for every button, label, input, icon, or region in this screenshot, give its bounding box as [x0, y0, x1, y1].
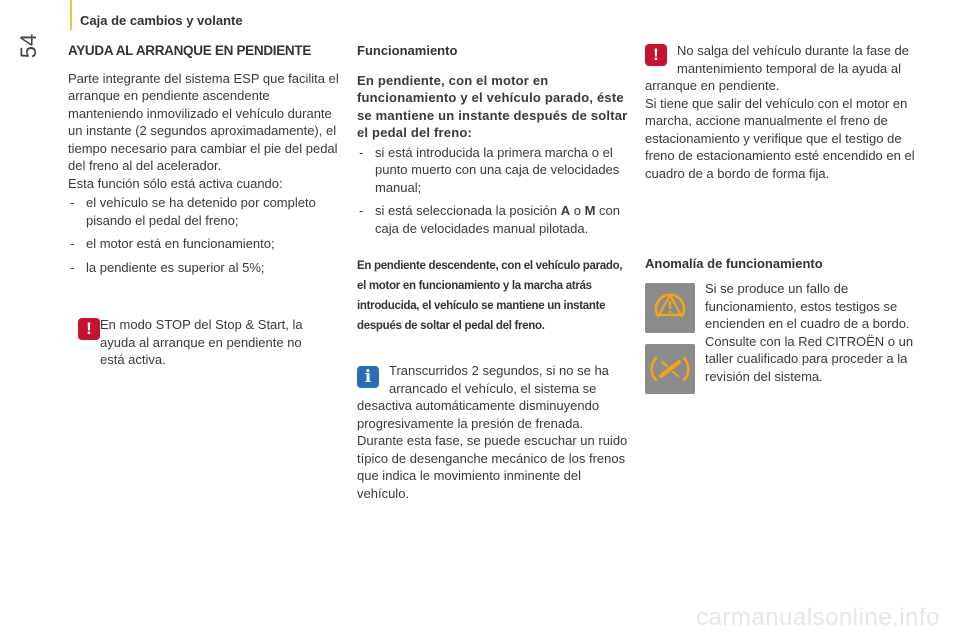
column-1	[68, 42, 342, 282]
intro-paragraph: Parte integrante del sistema ESP que facilita el arranque en pendiente ascendente manteniendo inmovilizado el vehículo durante un instante (2 segundos aproximadamente), el tiempo necesario para cambiar el pie del pedal del freno al del acelerador.	[68, 70, 339, 173]
exit-vehicle-warning-note	[645, 42, 915, 95]
warning-note-text: No salga del vehículo durante la fase de mantenimiento temporal de la ayuda al arranque en pendiente.	[645, 43, 909, 93]
stop-start-warning-note	[68, 316, 328, 369]
info-note-text: Transcurridos 2 segundos, si no se ha arrancado el vehículo, el sistema se desactiva automáticamente disminuyendo progresivamente la presión de frenada. Durante esta fase, se puede escuchar un ruido típico de desenganche mecánico de los frenos que indica le movimiento inminente del vehículo.	[357, 363, 628, 501]
list-item: - si está introducida la primera marcha o el punto muerto con una caja de velocidades manual;	[359, 144, 620, 195]
anomaly-title: Anomalía de funcionamiento	[645, 256, 823, 271]
uphill-condition-title: En pendiente, con el motor en funcionamiento y el vehículo parado, éste se mantiene un instante después de soltar el pedal del freno:	[357, 72, 628, 140]
column-3	[645, 42, 915, 182]
warning-icon: !	[645, 44, 667, 66]
list-item: - la pendiente es superior al 5%;	[70, 259, 265, 275]
info-icon: i	[357, 366, 379, 388]
position-m: M	[584, 203, 596, 218]
list-item: - si está seleccionada la posición A o M con caja de velocidades manual pilotada.	[359, 203, 621, 236]
warning-icon: !	[78, 318, 100, 340]
page-number: 54	[16, 33, 41, 59]
column-2	[357, 42, 629, 243]
watermark: carmanualsonline.info	[696, 604, 940, 631]
position-a: A	[560, 203, 571, 218]
section-header: Caja de cambios y volante	[80, 13, 243, 28]
list-item: - el vehículo se ha detenido por completo pisando el pedal del freno;	[70, 195, 316, 228]
header-accent-bar	[70, 0, 72, 30]
esp-system-lamp-icon	[645, 344, 695, 394]
info-note	[357, 362, 629, 502]
parking-brake-advice: Si tiene que salir del vehículo con el motor en marcha, accione manualmente el freno de estacionamiento y verifique que el testigo de freno de estacionamiento esté encendido en el cuadro de a bordo de forma fija.	[645, 95, 915, 181]
section-title: AYUDA AL ARRANQUE EN PENDIENTE	[68, 43, 312, 58]
warning-note-text: En modo STOP del Stop & Start, la ayuda al arranque en pendiente no está activa.	[100, 317, 303, 367]
operation-subtitle: Funcionamiento	[357, 43, 458, 58]
warning-triangle-lamp-icon	[645, 283, 695, 333]
condition-lead: Esta función sólo está activa cuando:	[68, 175, 283, 191]
list-item: - el motor está en funcionamiento;	[70, 236, 275, 251]
anomaly-text: Si se produce un fallo de funcionamiento, estos testigos se encienden en el cuadro de a bordo. Consulte con la Red CITROËN o un taller cualificado para proceder a la revisión del sistema.	[705, 281, 914, 384]
downhill-condition-title: En pendiente descendente, con el vehículo parado, el motor en funcionamiento y la marcha atrás introducida, el vehículo se mantiene un instante después de soltar el pedal del freno.	[357, 260, 623, 332]
